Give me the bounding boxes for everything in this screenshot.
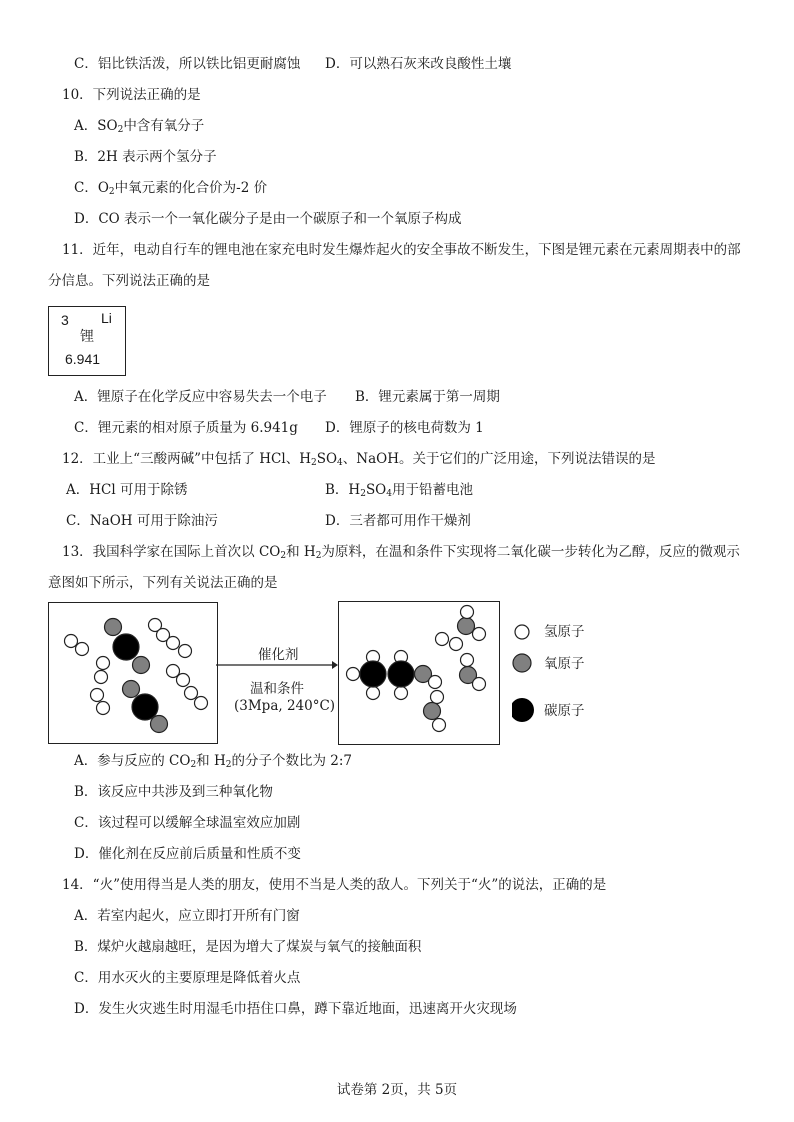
q10-stem: 10．下列说法正确的是 [62,87,201,103]
oxygen-atom [458,618,475,635]
products-molecules [339,602,499,744]
q10-option-c: C．$O_2$中氧元素的化合价为-2 价 [74,180,268,197]
hydrogen-atom [195,697,208,710]
atomic-number: 3 [61,312,69,328]
hydrogen-atom [461,606,474,619]
q14-option-b: B．煤炉火越扇越旺，是因为增大了煤炭与氧气的接触面积 [74,939,422,955]
hydrogen-atom [473,628,486,641]
q13-stem-line1: 13．我国科学家在国际上首次以 $CO_2$和 $H_2$为原料，在温和条件下实现将二氧化碳一步转化为乙醇，反应的微观示 [62,544,740,561]
carbon-atom [132,694,158,720]
hydrogen-atom [95,671,108,684]
legend-symbols [512,623,534,733]
hydrogen-atom [473,678,486,691]
q12-option-d: D．三者都可用作干燥剂 [325,513,471,529]
hydrogen-atom [91,689,104,702]
q13-stem-line2: 意图如下所示，下列有关说法正确的是 [48,575,278,591]
condition-label: 温和条件 [250,681,304,697]
oxygen-atom [123,681,140,698]
products-box [338,601,500,745]
q13-option-b: B．该反应中共涉及到三种氧化物 [74,784,273,800]
hydrogen-atom [65,635,78,648]
hydrogen-atom [429,676,442,689]
legend-carbon-symbol [512,698,534,722]
hydrogen-atom [461,654,474,667]
legend-oxygen-label: 氧原子 [544,656,585,672]
q13-option-a: A．参与反应的 $CO_2$和 $H_2$的分子个数比为 2:7 [74,753,353,770]
q10-option-b: B．2H 表示两个氢分子 [74,149,217,165]
oxygen-atom [105,619,122,636]
catalyst-label: 催化剂 [258,647,299,663]
hydrogen-atom [347,668,360,681]
carbon-atom [360,661,386,687]
hydrogen-atom [167,637,180,650]
reactants-molecules [49,603,217,743]
hydrogen-atom [450,638,463,651]
hydrogen-atom [97,657,110,670]
element-name: 锂 [80,329,94,345]
hydrogen-atom [185,687,198,700]
page-footer: 试卷第 2页，共 5页 [336,1082,458,1098]
element-symbol: Li [101,310,112,326]
hydrogen-atom [431,691,444,704]
hydrogen-atom [97,702,110,715]
hydrogen-atom [367,687,380,700]
legend-hydrogen-symbol [515,625,529,639]
q12-stem: 12．工业上“三酸两碱”中包括了 HCl、$H_2SO_4$、NaOH。关于它们的广泛用途，下列说法错误的是 [62,451,656,468]
oxygen-atom [151,716,168,733]
legend-oxygen-symbol [513,654,531,672]
condition-values: (3Mpa, 240°C) [234,698,336,714]
periodic-element-card [48,306,126,376]
hydrogen-atom [433,719,446,732]
q11-option-d: D．锂原子的核电荷数为 1 [325,420,484,436]
carbon-atom [113,634,139,660]
oxygen-atom [133,657,150,674]
carbon-atom [388,661,414,687]
legend-hydrogen-label: 氢原子 [544,624,585,640]
reactants-box [48,602,218,744]
q13-option-d: D．催化剂在反应前后质量和性质不变 [74,846,301,862]
q14-option-a: A．若室内起火，应立即打开所有门窗 [74,908,300,924]
q12-option-b: B．$H_2SO_4$用于铅蓄电池 [325,482,473,499]
q10-option-a: A．$SO_2$中含有氧分子 [74,118,205,135]
legend-carbon-label: 碳原子 [544,703,585,719]
q11-option-c: C．锂元素的相对原子质量为 6.941g [74,420,298,436]
q11-option-b: B．锂元素属于第一周期 [355,389,500,405]
hydrogen-atom [76,643,89,656]
hydrogen-atom [179,645,192,658]
q12-option-a: A．HCl 可用于除锈 [66,482,188,498]
q11-stem-line1: 11．近年，电动自行车的锂电池在家充电时发生爆炸起火的安全事故不断发生，下图是锂元素在元素周期表中的部 [62,242,741,258]
hydrogen-atom [395,687,408,700]
q9-option-d: D．可以熟石灰来改良酸性土壤 [325,56,512,72]
q14-option-d: D．发生火灾逃生时用湿毛巾捂住口鼻，蹲下靠近地面，迅速离开火灾现场 [74,1001,517,1017]
atomic-mass: 6.941 [65,351,101,367]
q14-stem: 14．“火”使用得当是人类的朋友，使用不当是人类的敌人。下列关于“火”的说法，正确的是 [62,877,607,893]
q14-option-c: C．用水灭火的主要原理是降低着火点 [74,970,301,986]
q13-option-c: C．该过程可以缓解全球温室效应加剧 [74,815,301,831]
q10-option-d: D．CO 表示一个一氧化碳分子是由一个碳原子和一个氧原子构成 [74,211,462,227]
hydrogen-atom [436,633,449,646]
q11-stem-line2: 分信息。下列说法正确的是 [48,273,210,289]
hydrogen-atom [177,674,190,687]
q9-option-c: C．铝比铁活泼，所以铁比铝更耐腐蚀 [74,56,301,72]
q11-option-a: A．锂原子在化学反应中容易失去一个电子 [74,389,327,405]
oxygen-atom [424,703,441,720]
q12-option-c: C．NaOH 可用于除油污 [66,513,218,529]
